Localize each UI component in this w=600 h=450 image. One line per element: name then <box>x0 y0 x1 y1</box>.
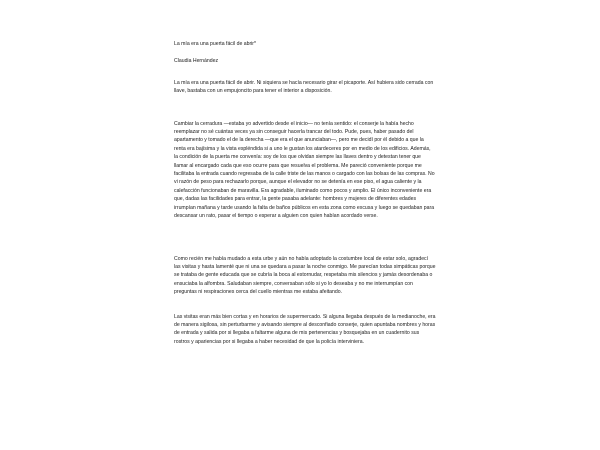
paragraph-1: La mía era una puerta fácil de abrir. Ni siquiera se hacía necesario girar el picaporte. Así hubiera sido cerrada con llave, bastaba con un empujoncito para tener el interior a disposición. <box>174 79 434 95</box>
paragraph-2: Cambiar la cerradura —estaba yo advertido desde el inicio— no tenía sentido: el conserje la había hecho reemplazar no sé cuántas veces ya sin conseguir hacerla trancar del todo. Pude, pues, haber pasado del apartamento y tomado el de la derecha —que era el que anunciaban—, pero me decidí por él debido a que la renta era bajísima y la vista espléndida si a uno le gustan los atardeceres por en medio de los edificios. Además, la condición de la puerta me convenía: soy de los que olvidan siempre las llaves dentro y detestan tener que llamar al encargado cada que eso ocurre para que resuelva el problema. Me pareció conveniente porque me facilitaba la entrada cuando regresaba de la calle triste de las manos o cargado con las bolsas de las compras. No vi razón de peso para rechazarlo porque, aunque el elevador no se detenía en ese piso, el agua caliente y la calefacción funcionaban de maravilla. Era agradable, iluminado como pocos y amplio. El único inconveniente era que, dadas las facilidades para entrar, la gente pasaba adelante: hombres y mujeres de diferentes edades irrumpían mañana y tarde usando la falta de baños públicos en esta zona como excusa y luego se quedaban para descansar un rato, pasar el tiempo o esperar a alguien con quien habían acordado verse. <box>174 120 435 220</box>
document-author: Claudia Hernández <box>174 58 219 65</box>
paragraph-4: Las visitas eran más bien cortas y en horarios de supermercado. Si alguna llegaba después de la medianoche, era de manera sigilosa, sin perturbarme y avisando siempre al desconfiado conserje, quien apuntaba nombres y horas de entrada y salida por si llegaba a faltarme alguna de mis pertenencias y bosquejaba en un cuadernito sus rostros y apariencias por si llegaba a haber necesidad de que la policía interviniera. <box>174 313 436 345</box>
document-title: La mía era una puerta fácil de abrir* <box>174 41 257 47</box>
document-body <box>174 40 436 346</box>
paragraph-3: Como recién me había mudado a esta urbe y aún no había adoptado la costumbre local de estar solo, agradecí las visitas y hasta lamenté que ni una se quedara a pasar la noche conmigo. Me parecían todas simpáticas porque se trataba de gente educada que se cubría la boca al estornudar, respetaba mis silencios y jamás desordenaba o ensuciaba la alfombra. Saludaban siempre, conversaban sólo si yo lo deseaba y no me interrumpían con preguntas ni respiraciones cerca del cuello mientras me estaba afeitando. <box>174 255 436 296</box>
